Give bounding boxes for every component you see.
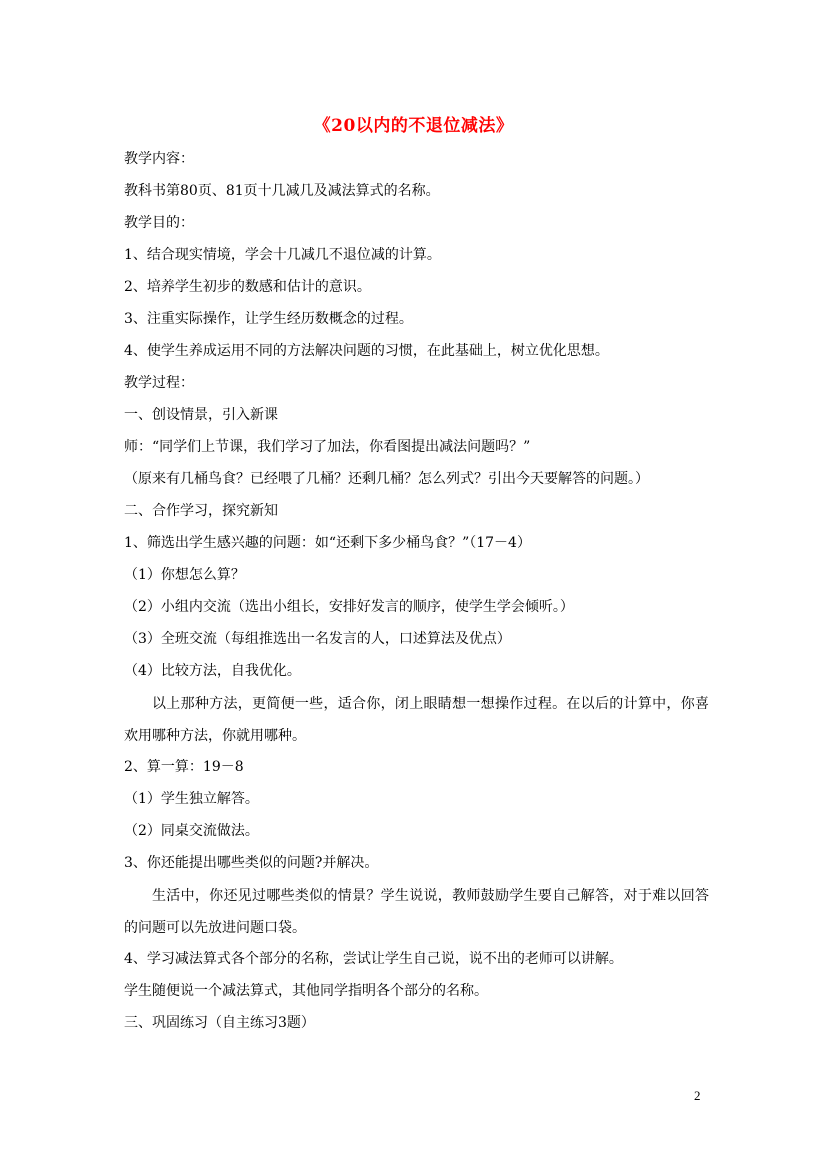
text-line: 教学目的：: [124, 215, 194, 231]
text-line: 2、培养学生初步的数感和估计的意识。: [124, 279, 371, 295]
text-line: 二、合作学习，探究新知: [124, 503, 278, 519]
text-line: （1）学生独立解答。: [124, 791, 259, 807]
document-title: 《20以内的不退位减法》: [313, 116, 514, 136]
text-line: （2）同桌交流做法。: [124, 823, 259, 839]
text-line: （1）你想怎么算？: [124, 567, 245, 583]
text-line: 3、你还能提出哪些类似的问题?并解决。: [124, 855, 379, 871]
text-line: （4）比较方法，自我优化。: [124, 663, 301, 679]
document-body: [124, 150, 709, 1046]
text-line: （3）全班交流（每组推选出一名发言的人，口述算法及优点）: [124, 631, 511, 647]
text-line: 教科书第80页、81页十几减几及减法算式的名称。: [124, 183, 440, 199]
text-line: 2、算一算：19－8: [124, 759, 244, 775]
text-line: （2）小组内交流（选出小组长，安排好发言的顺序，使学生学会倾听。）: [124, 599, 574, 615]
paragraph: 以上那种方法，更简便一些，适合你，闭上眼睛想一想操作过程。在以后的计算中，你喜欢用哪种方法，你就用哪种。: [124, 696, 709, 744]
text-line: 学生随便说一个减法算式，其他同学指明各个部分的名称。: [124, 983, 488, 999]
text-line: 1、结合现实情境，学会十几减几不退位减的计算。: [124, 247, 441, 263]
text-line: 4、使学生养成运用不同的方法解决问题的习惯，在此基础上，树立优化思想。: [124, 343, 609, 359]
page-number: 2: [694, 1088, 701, 1103]
text-line: 4、学习减法算式各个部分的名称，尝试让学生自己说，说不出的老师可以讲解。: [124, 951, 623, 967]
text-line: 教学过程：: [124, 375, 194, 391]
text-line: 3、注重实际操作，让学生经历数概念的过程。: [124, 311, 413, 327]
text-line: 三、巩固练习（自主练习3题）: [124, 1015, 315, 1031]
text-line: （原来有几桶鸟食？已经喂了几桶？还剩几桶？怎么列式？引出今天要解答的问题。）: [124, 471, 649, 487]
paragraph: 生活中，你还见过哪些类似的情景？学生说说，教师鼓励学生要自己解答，对于难以回答的问题可以先放进问题口袋。: [124, 888, 709, 936]
text-line: 师：“同学们上节课，我们学习了加法，你看图提出减法问题吗？”: [124, 439, 531, 455]
text-line: 1、筛选出学生感兴趣的问题：如“还剩下多少桶鸟食？”（17－4）: [124, 535, 531, 551]
text-line: 教学内容：: [124, 151, 194, 167]
text-line: 一、创设情景，引入新课: [124, 407, 278, 423]
